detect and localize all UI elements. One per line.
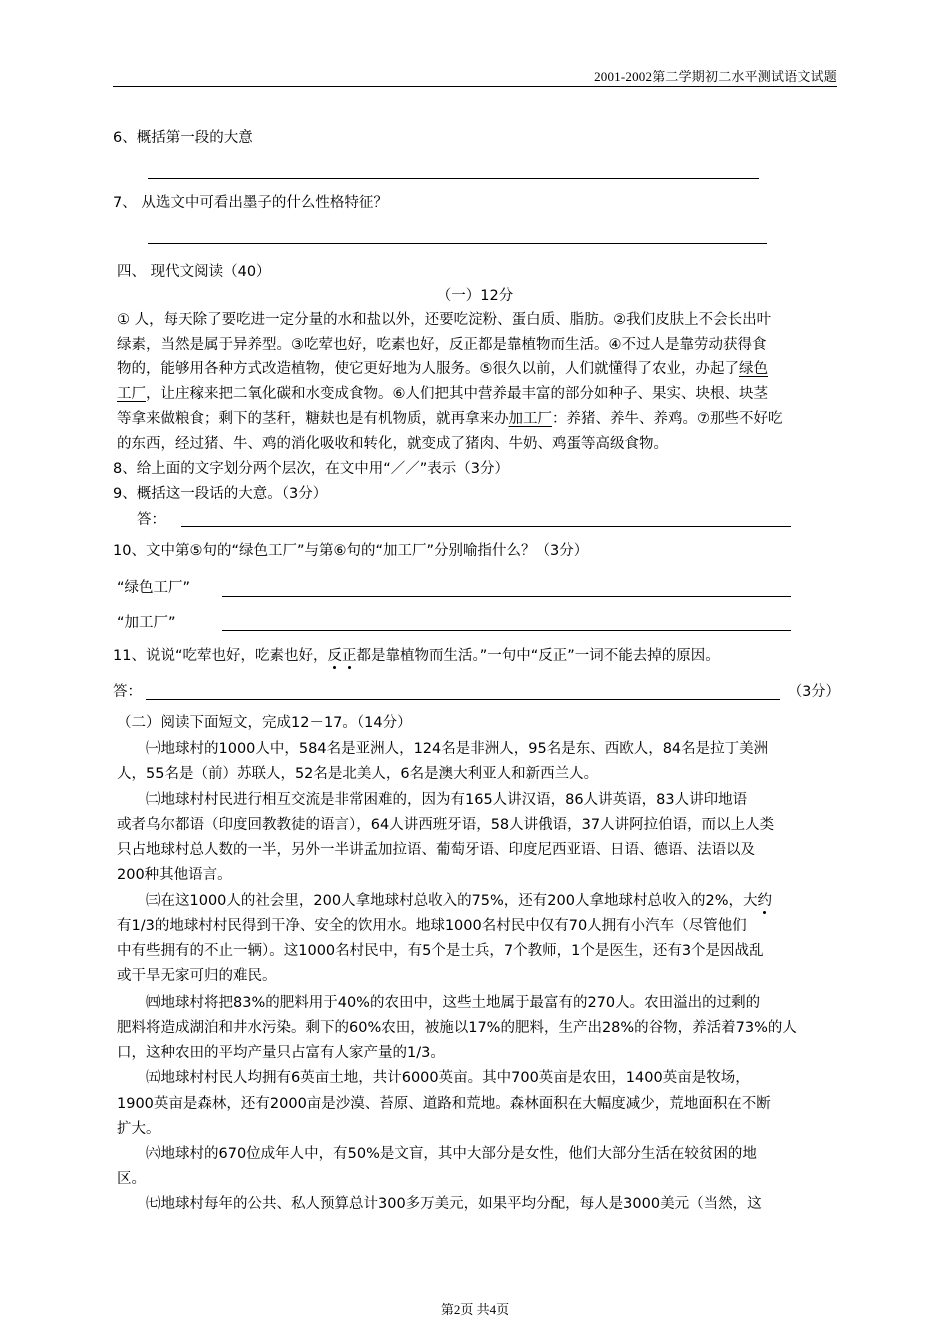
passage-2-para-2-line-1: ㈡地球村村民进行相互交流是非常困难的，因为有165人讲汉语，86人讲英语，83人讲印地语 xyxy=(146,792,748,808)
question-11: 11、说说“吃荤也好，吃素也好，反正都是靠植物而生活。”一句中“反正”一词不能去掉的原因。 xyxy=(113,648,720,664)
passage-2-para-5-line-3: 扩大。 xyxy=(117,1121,161,1137)
question-9-answer-line[interactable] xyxy=(181,526,791,527)
passage-1-line-2: 绿素，当然是属于异养型。③吃荤也好，吃素也好，反正都是靠植物而生活。④不过人是靠劳动获得食 xyxy=(117,337,767,353)
passage-1-line-5: 等拿来做粮食；剩下的茎秆，糖麸也是有机物质，就再拿来办加工厂：养猪、养牛、养鸡。⑦那些不好吃 xyxy=(117,411,783,427)
passage-1-line-4: 工厂，让庄稼来把二氧化碳和水变成食物。⑥人们把其中营养最丰富的部分如种子、果实、块根、块茎 xyxy=(117,386,768,402)
passage-1-line-6: 的东西，经过猪、牛、鸡的消化吸收和转化，就变成了猪肉、牛奶、鸡蛋等高级食物。 xyxy=(117,436,668,452)
passage-2-para-6-line-1: ㈥地球村的670位成年人中，有50%是文盲，其中大部分是女性，他们大部分生活在较贫困的地 xyxy=(146,1146,757,1162)
part-1-title: （一）12分 xyxy=(436,288,514,304)
passage-2-para-4-line-3: 口，这种农田的平均产量只占富有人家产量的1/3。 xyxy=(117,1045,445,1061)
page-footer: 第2页 共4页 xyxy=(440,1302,510,1317)
question-10-answer-line-2[interactable] xyxy=(222,630,791,631)
question-7-answer-line[interactable] xyxy=(148,243,767,244)
passage-2-para-2-line-2: 或者乌尔都语（印度回教教徒的语言），64人讲西班牙语，58人讲俄语，37人讲阿拉伯语，而以上人类 xyxy=(117,817,775,833)
passage-2-para-3-line-2: 有1/3的地球村村民得到干净、安全的饮用水。地球1000名村民中仅有70人拥有小汽车（尽管他们 xyxy=(117,918,747,934)
question-10-label-green-factory: “绿色工厂” xyxy=(117,580,191,596)
question-10-label-factory: “加工厂” xyxy=(117,615,176,631)
question-8: 8、给上面的文字划分两个层次，在文中用“／／”表示（3分） xyxy=(113,461,509,477)
passage-2-para-1-line-1: ㈠地球村的1000人中，584名是亚洲人，124名是非洲人，95名是东、西欧人，84名是拉丁美洲 xyxy=(146,741,769,757)
passage-1-line-1: ① 人，每天除了要吃进一定分量的水和盐以外，还要吃淀粉、蛋白质、脂肪。②我们皮肤上不会长出叶 xyxy=(117,312,772,328)
underlined-term-processing-plant: 加工厂 xyxy=(508,411,552,427)
question-11-answer-label: 答： xyxy=(113,684,142,700)
passage-2-para-7-line-1: ㈦地球村每年的公共、私人预算总计300多万美元，如果平均分配，每人是3000美元（当然，这 xyxy=(146,1196,762,1212)
header-divider xyxy=(113,86,837,87)
emphasis-char-yue: 约 xyxy=(757,893,772,909)
page-header-title: 2001-2002第二学期初二水平测试语文试题 xyxy=(594,69,837,84)
question-10: 10、文中第⑤句的“绿色工厂”与第⑥句的“加工厂”分别喻指什么？（3分） xyxy=(113,543,589,559)
question-7: 7、 从选文中可看出墨子的什么性格特征？ xyxy=(113,195,388,211)
passage-2-para-6-line-2: 区。 xyxy=(117,1171,146,1187)
part-2-title: （二）阅读下面短文，完成12－17。（14分） xyxy=(117,715,412,731)
question-10-answer-line-1[interactable] xyxy=(222,596,791,597)
passage-2-para-3-line-3: 中有些拥有的不止一辆）。这1000名村民中，有5个是士兵，7个教师，1个是医生，还有3个是因战乱 xyxy=(117,943,764,959)
section-4-title: 四、 现代文阅读（40） xyxy=(117,264,271,280)
passage-2-para-4-line-1: ㈣地球村将把83%的肥料用于40%的农田中，这些土地属于最富有的270人。农田溢出的过剩的 xyxy=(146,995,761,1011)
underlined-term-green-factory: 绿色 xyxy=(739,361,768,377)
passage-2-para-2-line-3: 只占地球村总人数的一半，另外一半讲孟加拉语、葡萄牙语、印度尼西亚语、日语、德语、法语以及 xyxy=(117,842,755,858)
passage-2-para-5-line-1: ㈤地球村村民人均拥有6英亩土地，共计6000英亩。其中700英亩是农田，1400英亩是牧场， xyxy=(146,1070,750,1086)
passage-2-para-3-line-1: ㈢在这1000人的社会里，200人拿地球村总收入的75%，还有200人拿地球村总收入的2%，大约 xyxy=(146,893,772,909)
question-9: 9、概括这一段话的大意。（3分） xyxy=(113,486,328,502)
emphasis-char-fan: 反 xyxy=(327,648,342,664)
question-6: 6、概括第一段的大意 xyxy=(113,130,253,146)
underlined-term-factory: 工厂 xyxy=(117,386,146,402)
passage-2-para-3-line-4: 或干旱无家可归的难民。 xyxy=(117,968,277,984)
question-11-answer-line[interactable] xyxy=(146,699,780,700)
passage-2-para-4-line-2: 肥料将造成湖泊和井水污染。剩下的60%农田，被施以17%的肥料，生产出28%的谷物，养活着73%的人 xyxy=(117,1020,797,1036)
passage-2-para-1-line-2: 人，55名是（前）苏联人，52名是北美人，6名是澳大利亚人和新西兰人。 xyxy=(117,766,599,782)
passage-2-para-5-line-2: 1900英亩是森林，还有2000亩是沙漠、苔原、道路和荒地。森林面积在大幅度减少，荒地面积在不断 xyxy=(117,1096,771,1112)
passage-2-para-2-line-4: 200种其他语言。 xyxy=(117,867,232,883)
emphasis-char-zheng: 正 xyxy=(341,648,357,664)
question-6-answer-line[interactable] xyxy=(148,178,759,179)
passage-1-line-3: 物的，能够用各种方式改造植物，使它更好地为人服务。⑤很久以前，人们就懂得了农业，办起了绿色 xyxy=(117,361,768,377)
question-11-score: （3分） xyxy=(788,684,840,700)
question-9-answer-label: 答： xyxy=(137,512,166,528)
